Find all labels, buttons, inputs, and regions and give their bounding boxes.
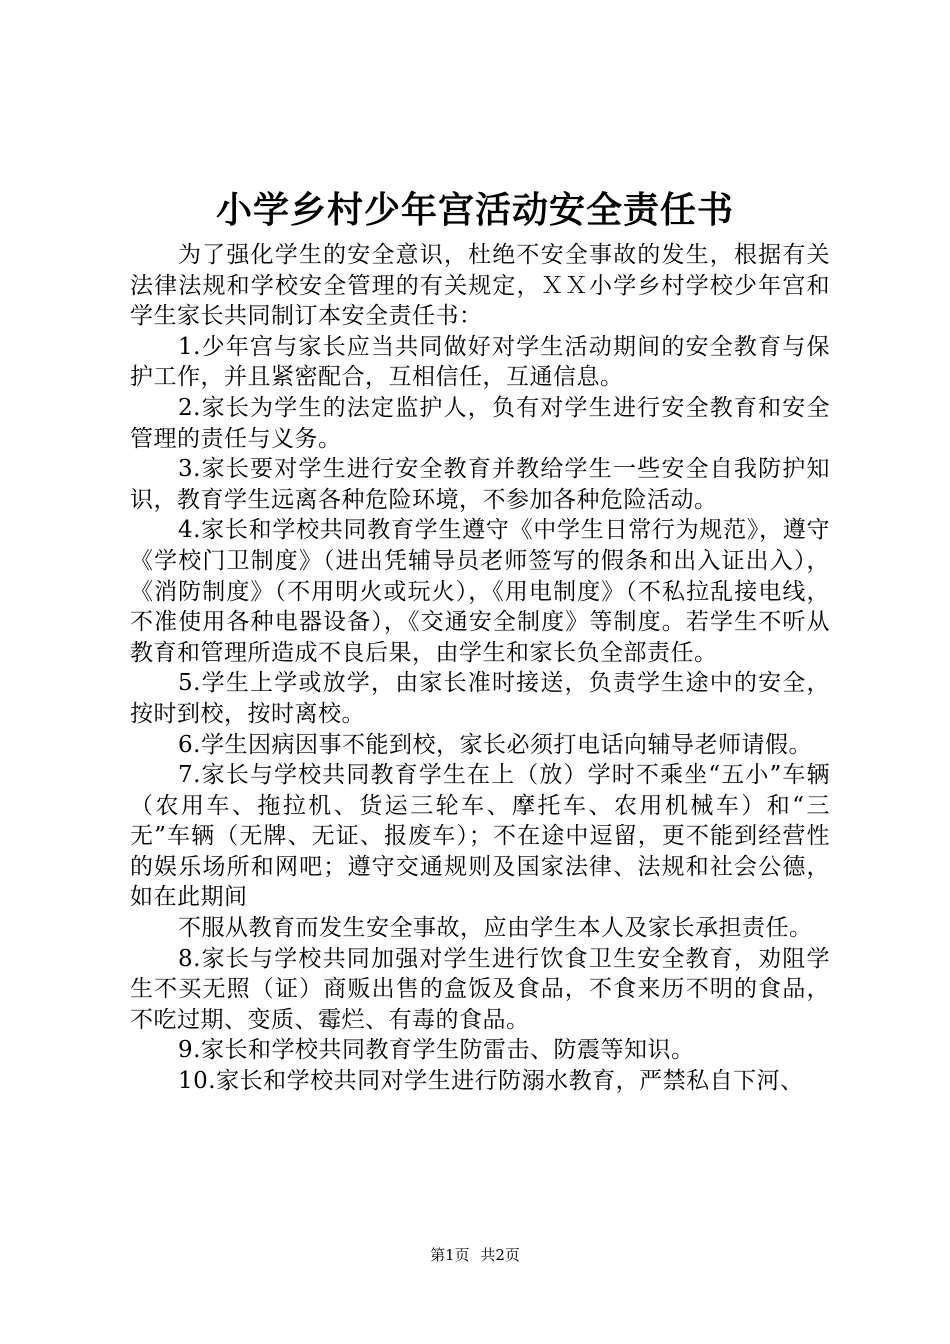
paragraph-item-9: 9.家长和学校共同教育学生防雷击、防震等知识。: [178, 1037, 695, 1064]
page-footer: [0, 1245, 950, 1265]
paragraph-intro: 为了强化学生的安全意识，杜绝不安全事故的发生，根据有关法律法规和学校安全管理的有关规定，ＸＸ小学乡村学校少年宫和学生家长共同制订本安全责任书：: [130, 242, 830, 330]
paragraph-item-6: 6.学生因病因事不能到校，家长必须打电话向辅导老师请假。: [178, 731, 812, 758]
document-title: 小学乡村少年宫活动安全责任书: [215, 189, 734, 231]
paragraph-item-7: 7.家长与学校共同教育学生在上（放）学时不乘坐“五小”车辆（农用车、拖拉机、货运三轮车、摩托车、农用机械车）和“三无”车辆（无牌、无证、报废车）；不在途中逗留，更不能到经营性的娱乐场所和网吧；遵守交通规则及国家法律、法规和社会公德，如在此期间: [130, 762, 830, 911]
document-body: [130, 240, 830, 1097]
page-number-total: 共2页: [480, 1246, 520, 1264]
page-number-current: 第1页: [430, 1246, 470, 1264]
paragraph-item-4: 4.家长和学校共同教育学生遵守《中学生日常行为规范》，遵守《学校门卫制度》（进出凭辅导员老师签写的假条和出入证出入），《消防制度》（不用明火或玩火），《用电制度》（不私拉乱接电线，不准使用各种电器设备），《交通安全制度》等制度。若学生不听从教育和管理所造成不良后果，由学生和家长负全部责任。: [130, 517, 830, 666]
paragraph-item-7-continued: 不服从教育而发生安全事故，应由学生本人及家长承担责任。: [178, 915, 813, 942]
paragraph-item-1: 1.少年宫与家长应当共同做好对学生活动期间的安全教育与保护工作，并且紧密配合，互相信任，互通信息。: [130, 333, 830, 391]
paragraph-item-2: 2.家长为学生的法定监护人，负有对学生进行安全教育和安全管理的责任与义务。: [130, 394, 830, 452]
paragraph-item-10: 10.家长和学校共同对学生进行防溺水教育，严禁私自下河、: [178, 1068, 804, 1095]
paragraph-item-5: 5.学生上学或放学，由家长准时接送，负责学生途中的安全，按时到校，按时离校。: [130, 670, 830, 727]
paragraph-item-3: 3.家长要对学生进行安全教育并教给学生一些安全自我防护知识，教育学生远离各种危险环境，不参加各种危险活动。: [130, 456, 830, 513]
paragraph-item-8: 8.家长与学校共同加强对学生进行饮食卫生安全教育，劝阻学生不买无照（证）商贩出售的盒饭及食品，不食来历不明的食品，不吃过期、变质、霉烂、有毒的食品。: [130, 945, 830, 1033]
